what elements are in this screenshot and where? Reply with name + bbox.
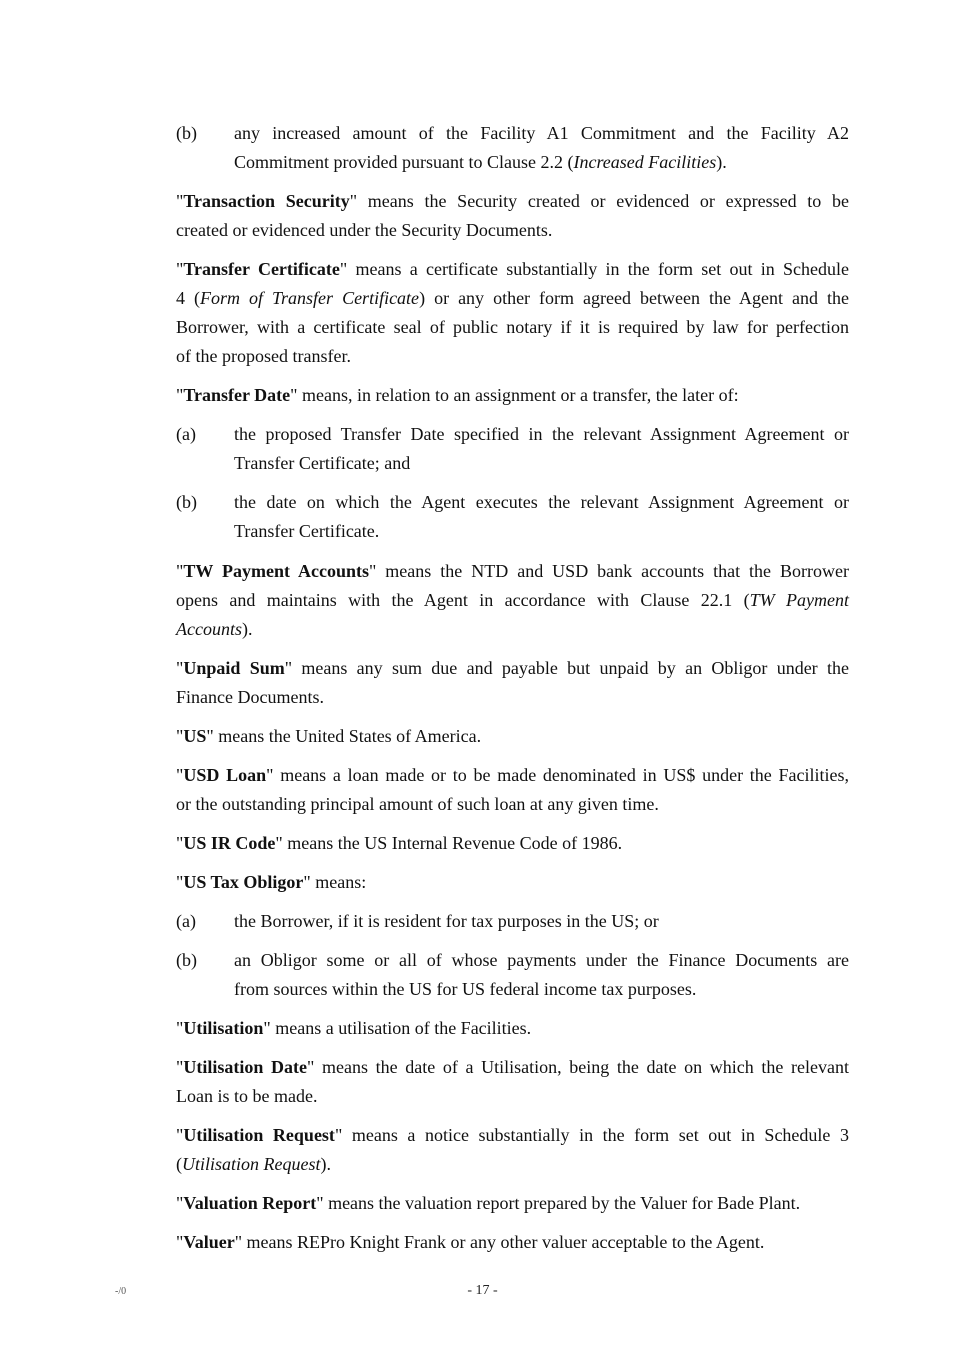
list-label: (a) bbox=[176, 424, 196, 444]
definition-transaction-security: "Transaction Security" means the Security created or evidenced or expressed to be created or evidenced under the Security Documents. bbox=[176, 191, 850, 240]
defined-term: Valuer bbox=[183, 1232, 235, 1252]
definition-transfer-date: "Transfer Date" means, in relation to an assignment or a transfer, the later of: bbox=[176, 385, 739, 405]
defined-term: Transfer Date bbox=[183, 385, 291, 405]
list-text: any increased amount of the Facility A1 Commitment and the Facility A2 bbox=[234, 123, 849, 143]
definition-tw-payment-accounts: "TW Payment Accounts" means the NTD and USD bank accounts that the Borrower opens and maintains with the Agent in accordance with Clause 22.1 (TW Payment Accounts). bbox=[176, 561, 850, 639]
list-text: the Borrower, if it is resident for tax purposes in the US; or bbox=[234, 911, 659, 931]
list-text: from sources within the US for US federal income tax purposes. bbox=[234, 979, 697, 999]
definition-transfer-certificate: "Transfer Certificate" means a certificate substantially in the form set out in Schedule 4 (Form of Transfer Certificate) or any other form agreed between the Agent and the Borrower, with a certificate seal of public notary if it is required by law for perfection of the proposed transfer. bbox=[176, 259, 849, 366]
defined-term: Transfer Certificate bbox=[183, 259, 340, 279]
list-label: (a) bbox=[176, 911, 196, 931]
definition-utilisation-request: "Utilisation Request" means a notice substantially in the form set out in Schedule 3 (Utilisation Request). bbox=[176, 1125, 849, 1174]
list-text: Commitment provided pursuant to Clause 2.2 (Increased Facilities). bbox=[234, 152, 727, 172]
definition-usd-loan: "USD Loan" means a loan made or to be made denominated in US$ under the Facilities, or the outstanding principal amount of such loan at any given time. bbox=[176, 765, 850, 814]
defined-term: Valuation Report bbox=[183, 1193, 317, 1213]
list-text: an Obligor some or all of whose payments under the Finance Documents are bbox=[234, 950, 849, 970]
defined-term: TW Payment Accounts bbox=[183, 561, 369, 581]
defined-term: Transaction Security bbox=[183, 191, 350, 211]
definition-valuer: "Valuer" means REPro Knight Frank or any other valuer acceptable to the Agent. bbox=[176, 1232, 765, 1252]
defined-term: USD Loan bbox=[183, 765, 267, 785]
definition-utilisation-date: "Utilisation Date" means the date of a Utilisation, being the date on which the relevant Loan is to be made. bbox=[176, 1057, 850, 1106]
defined-term: Unpaid Sum bbox=[183, 658, 285, 678]
list-text: the proposed Transfer Date specified in the relevant Assignment Agreement or bbox=[234, 424, 849, 444]
list-text: Transfer Certificate. bbox=[234, 521, 380, 541]
definition-utilisation: "Utilisation" means a utilisation of the Facilities. bbox=[176, 1018, 532, 1038]
page-number: - 17 - bbox=[467, 1283, 498, 1298]
defined-term: US Tax Obligor bbox=[183, 872, 304, 892]
definition-unpaid-sum: "Unpaid Sum" means any sum due and payable but unpaid by an Obligor under the Finance Documents. bbox=[176, 658, 849, 707]
defined-term: Utilisation bbox=[183, 1018, 264, 1038]
defined-term: US IR Code bbox=[183, 833, 276, 853]
list-label: (b) bbox=[176, 123, 197, 143]
definition-valuation-report: "Valuation Report" means the valuation report prepared by the Valuer for Bade Plant. bbox=[176, 1193, 801, 1213]
defined-term: Utilisation Request bbox=[183, 1125, 335, 1145]
definition-us-ir-code: "US IR Code" means the US Internal Revenue Code of 1986. bbox=[176, 833, 623, 853]
list-label: (b) bbox=[176, 492, 197, 512]
definition-us: "US" means the United States of America. bbox=[176, 726, 482, 746]
list-text: the date on which the Agent executes the relevant Assignment Agreement or bbox=[234, 492, 849, 512]
list-label: (b) bbox=[176, 950, 197, 970]
definition-us-tax-obligor: "US Tax Obligor" means: bbox=[176, 872, 367, 892]
defined-term: Utilisation Date bbox=[183, 1057, 307, 1077]
footer-reference: -/0 bbox=[115, 1286, 127, 1297]
list-text: Transfer Certificate; and bbox=[234, 453, 411, 473]
defined-term: US bbox=[183, 726, 207, 746]
